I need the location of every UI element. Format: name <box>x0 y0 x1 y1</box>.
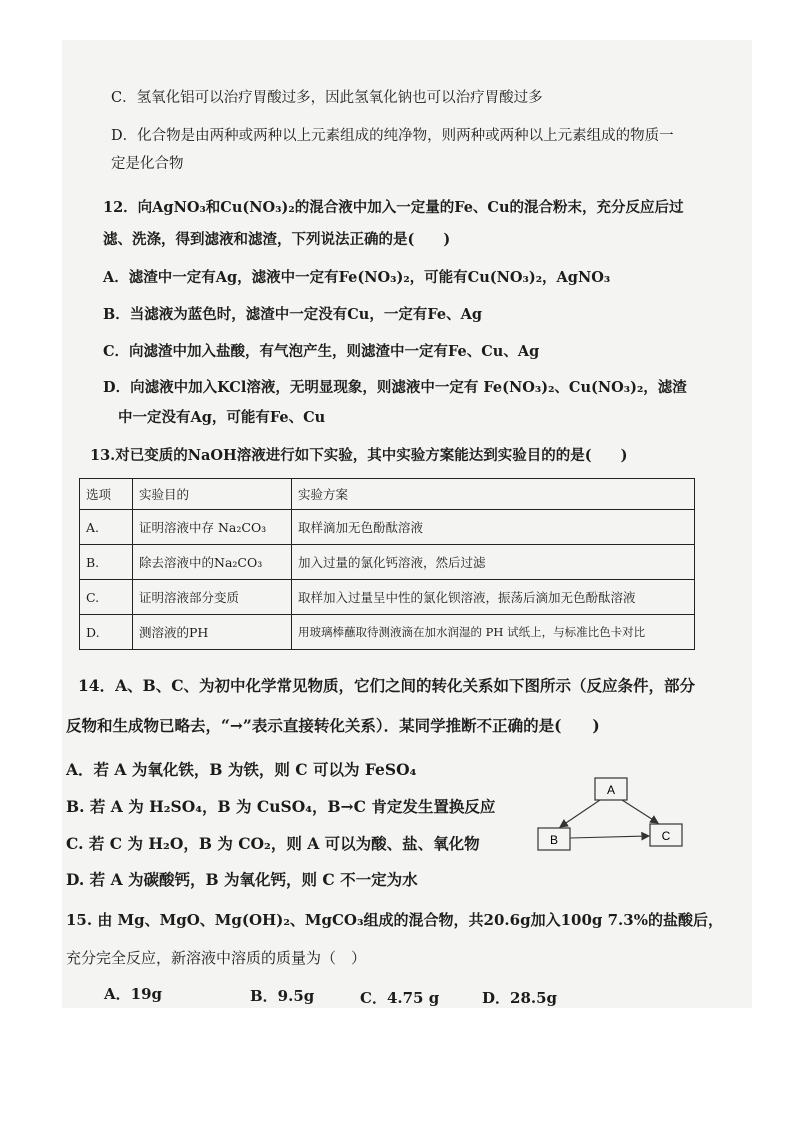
table-cell: B. <box>80 545 133 580</box>
q15-choice-a: A．19g <box>104 985 163 1003</box>
table-cell: C. <box>80 580 133 615</box>
table-header: 选项 <box>80 479 133 510</box>
q14-option-a: A．若 A 为氧化铁，B 为铁，则 C 可以为 FeSO₄ <box>66 760 417 779</box>
table-row <box>80 510 695 545</box>
q12-option-d: D．向滤液中加入KCl溶液，无明显现象，则滤液中一定有 Fe(NO₃)₂、Cu(NO₃)₂，滤渣 <box>103 379 687 396</box>
table-cell: A. <box>80 510 133 545</box>
node-a-label: A <box>606 783 616 797</box>
q12-option-b: B．当滤液为蓝色时，滤渣中一定没有Cu，一定有Fe、Ag <box>103 306 482 323</box>
arrow-a-to-c <box>622 800 658 823</box>
table-cell: 取样加入过量呈中性的氯化钡溶液，振荡后滴加无色酚酞溶液 <box>292 580 695 615</box>
q15-choice-c: C．4.75 g <box>360 989 440 1007</box>
table-cell: 除去溶液中的Na₂CO₃ <box>133 545 292 580</box>
q14-option-b: B. 若 A 为 H₂SO₄，B 为 CuSO₄，B→C 肯定发生置换反应 <box>66 797 496 816</box>
table-cell: 证明溶液部分变质 <box>133 580 292 615</box>
table-cell: 取样滴加无色酚酞溶液 <box>292 510 695 545</box>
q11-option-d: D．化合物是由两种或两种以上元素组成的纯净物，则两种或两种以上元素组成的物质一 <box>111 128 674 144</box>
q12-stem-cont: 滤、洗涤，得到滤液和滤渣，下列说法正确的是( ) <box>103 231 451 248</box>
table-cell: 测溶液的PH <box>133 615 292 650</box>
q12-stem: 12．向AgNO₃和Cu(NO₃)₂的混合液中加入一定量的Fe、Cu的混合粉末，充分反应后过 <box>103 199 684 216</box>
q14-stem: 14．A、B、C、为初中化学常见物质，它们之间的转化关系如下图所示（反应条件，部分 <box>78 676 696 695</box>
q12-option-c: C．向滤渣中加入盐酸，有气泡产生，则滤渣中一定有Fe、Cu、Ag <box>103 343 540 360</box>
q12-option-d-cont: 中一定没有Ag，可能有Fe、Cu <box>118 409 326 426</box>
table-header: 实验目的 <box>133 479 292 510</box>
arrow-b-to-c <box>570 836 649 838</box>
q12-option-a: A．滤渣中一定有Ag，滤液中一定有Fe(NO₃)₂，可能有Cu(NO₃)₂，AgNO₃ <box>103 269 611 286</box>
table-row <box>80 545 695 580</box>
table-cell: D. <box>80 615 133 650</box>
q14-option-c: C. 若 C 为 H₂O，B 为 CO₂，则 A 可以为酸、盐、氧化物 <box>66 834 480 853</box>
q13-stem: 13.对已变质的NaOH溶液进行如下实验，其中实验方案能达到实验目的的是( ) <box>90 447 628 464</box>
node-c-label: C <box>661 829 671 843</box>
q15-choice-b: B．9.5g <box>250 987 315 1005</box>
q14-option-d: D. 若 A 为碳酸钙，B 为氧化钙，则 C 不一定为水 <box>66 870 418 889</box>
q15-stem-cont: 充分完全反应，新溶液中溶质的质量为（ ） <box>66 949 367 967</box>
arrow-a-to-b <box>560 800 600 827</box>
table-cell: 证明溶液中存 Na₂CO₃ <box>133 510 292 545</box>
q15-stem: 15. 由 Mg、MgO、Mg(OH)₂、MgCO₃组成的混合物，共20.6g加入100g 7.3%的盐酸后， <box>66 911 723 929</box>
table-row <box>80 580 695 615</box>
q11-option-d-cont: 定是化合物 <box>111 156 184 172</box>
experiment-table <box>79 478 695 650</box>
table-cell: 用玻璃棒蘸取待测液滴在加水润湿的 PH 试纸上，与标准比色卡对比 <box>292 615 695 650</box>
table-cell: 加入过量的氯化钙溶液，然后过滤 <box>292 545 695 580</box>
table-row <box>80 615 695 650</box>
q14-stem-cont: 反物和生成物已略去，“→”表示直接转化关系）．某同学推断不正确的是( ) <box>66 716 600 735</box>
node-b-label: B <box>549 833 559 847</box>
conversion-diagram <box>530 770 710 864</box>
q15-choice-d: D．28.5g <box>482 989 558 1007</box>
table-header: 实验方案 <box>292 479 695 510</box>
q11-option-c: C．氢氧化铝可以治疗胃酸过多，因此氢氧化钠也可以治疗胃酸过多 <box>111 90 543 106</box>
